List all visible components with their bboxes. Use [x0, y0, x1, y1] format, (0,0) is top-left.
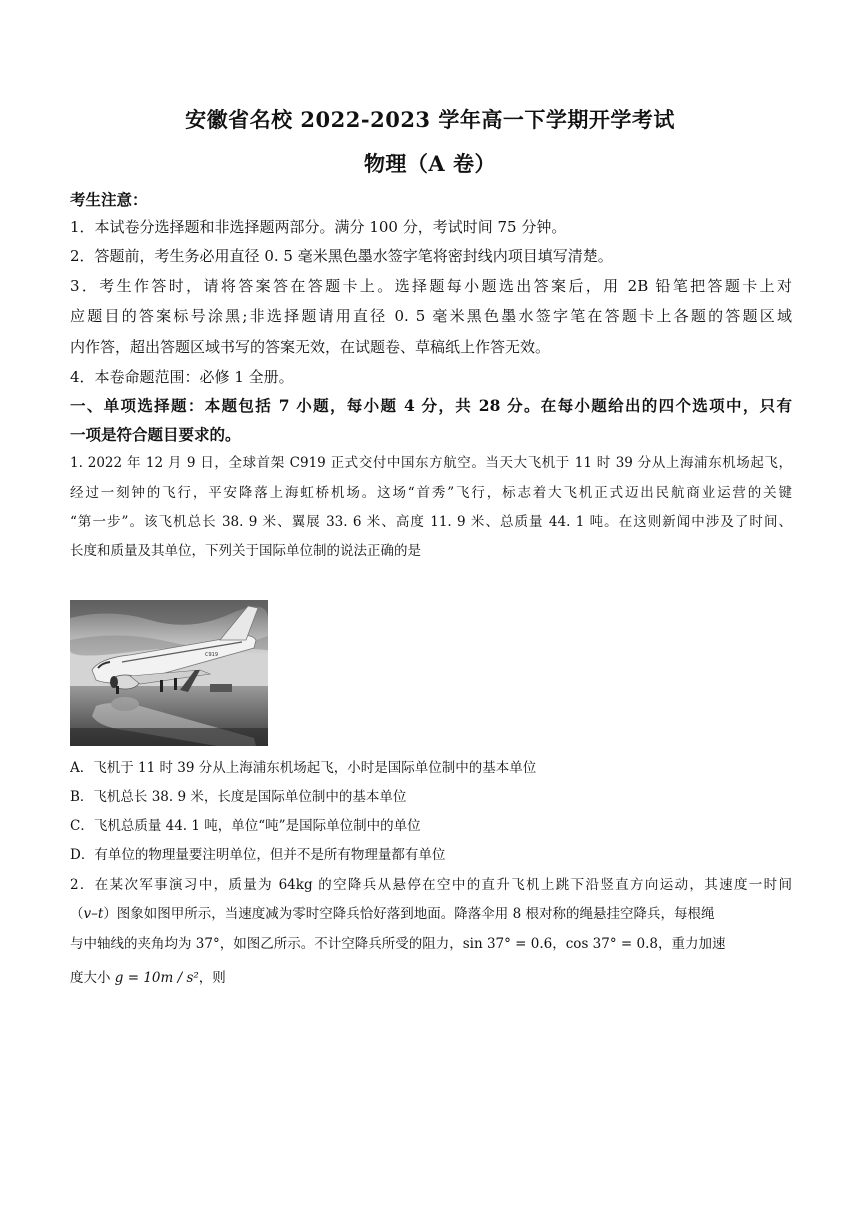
sin-expression: sin 37° = 0.6: [462, 936, 553, 952]
question-1-text: 长度和质量及其单位，下列关于国际单位制的说法正确的是: [70, 543, 421, 559]
question-1-text: 经过一刻钟的飞行，平安降落上海虹桥机场。这场“首秀”飞行，标志着大飞机正式迈出民航商业运营的关键: [70, 485, 792, 501]
exam-subtitle: 物理（A 卷）: [363, 151, 497, 176]
question-2-text-part: ）图象如图甲所示，当速度减为零时空降兵恰好落到地面。降落伞用 8 根对称的绳悬挂空降兵，每根绳: [103, 906, 715, 922]
question-2-text-line4: [70, 968, 792, 988]
notice-item: 3．考生作答时，请将答案答在答题卡上。选择题每小题选出答案后，用 2B 铅笔把答题卡上对: [70, 277, 792, 295]
gravity-expression: g = 10m / s²: [114, 970, 199, 986]
c919-airplane-photo: [70, 600, 268, 746]
question-2-text-part: 与中轴线的夹角均为 37°，如图乙所示。不计空降兵所受的阻力，: [70, 936, 463, 952]
question-1-text: “第一步”。该飞机总长 38. 9 米、翼展 33. 6 米、高度 11. 9 米、总质量 44. 1 吨。在这则新闻中涉及了时间、: [70, 514, 792, 530]
airplane-logo-text: C919: [205, 652, 219, 658]
option-a: A．飞机于 11 时 39 分从上海浦东机场起飞，小时是国际单位制中的基本单位: [70, 760, 537, 776]
cos-expression: cos 37° = 0.8: [565, 936, 658, 952]
notice-item: 2．答题前，考生务必用直径 0. 5 毫米黑色墨水签字笔将密封线内项目填写清楚。: [70, 247, 613, 265]
vt-symbol: v–t: [83, 906, 104, 922]
airplane-image-svg: [70, 600, 268, 746]
notice-heading: 考生注意：: [70, 190, 148, 209]
question-2-text-part: 度大小: [70, 970, 111, 986]
notice-item: 内作答，超出答题区域书写的答案无效，在试题卷、草稿纸上作答无效。: [70, 338, 551, 356]
paren-open: （: [70, 906, 84, 922]
question-2-text: 2．在某次军事演习中，质量为 64kg 的空降兵从悬停在空中的直升飞机上跳下沿竖直方向运动，其速度一时间: [70, 877, 792, 893]
exam-title: 安徽省名校 2022-2023 学年高一下学期开学考试: [185, 107, 675, 132]
separator: ，: [552, 936, 566, 952]
option-c: C．飞机总质量 44. 1 吨，单位“吨”是国际单位制中的单位: [70, 818, 421, 834]
option-d: D．有单位的物理量要注明单位，但并不是所有物理量都有单位: [70, 847, 446, 863]
notice-item: 4．本卷命题范围：必修 1 全册。: [70, 368, 294, 386]
question-2-text-line3: [70, 934, 792, 954]
question-2-text-part: ，则: [198, 970, 226, 986]
question-2-text-line2: [70, 904, 792, 924]
question-1-text: 1. 2022 年 12 月 9 日，全球首架 C919 正式交付中国东方航空。当天大飞机于 11 时 39 分从上海浦东机场起飞，: [70, 455, 792, 471]
section-heading: 一、单项选择题：本题包括 7 小题，每小题 4 分，共 28 分。在每小题给出的四个选项中，只有: [70, 396, 792, 415]
question-2-text-part: ，重力加速: [657, 936, 726, 952]
notice-item: 1．本试卷分选择题和非选择题两部分。满分 100 分，考试时间 75 分钟。: [70, 218, 567, 236]
section-heading-cont: 一项是符合题目要求的。: [70, 425, 241, 444]
notice-item: 应题目的答案标号涂黑;非选择题请用直径 0. 5 毫米黑色墨水签字笔在答题卡上各题的答题区域: [70, 307, 792, 325]
option-b: B．飞机总长 38. 9 米，长度是国际单位制中的基本单位: [70, 789, 407, 805]
